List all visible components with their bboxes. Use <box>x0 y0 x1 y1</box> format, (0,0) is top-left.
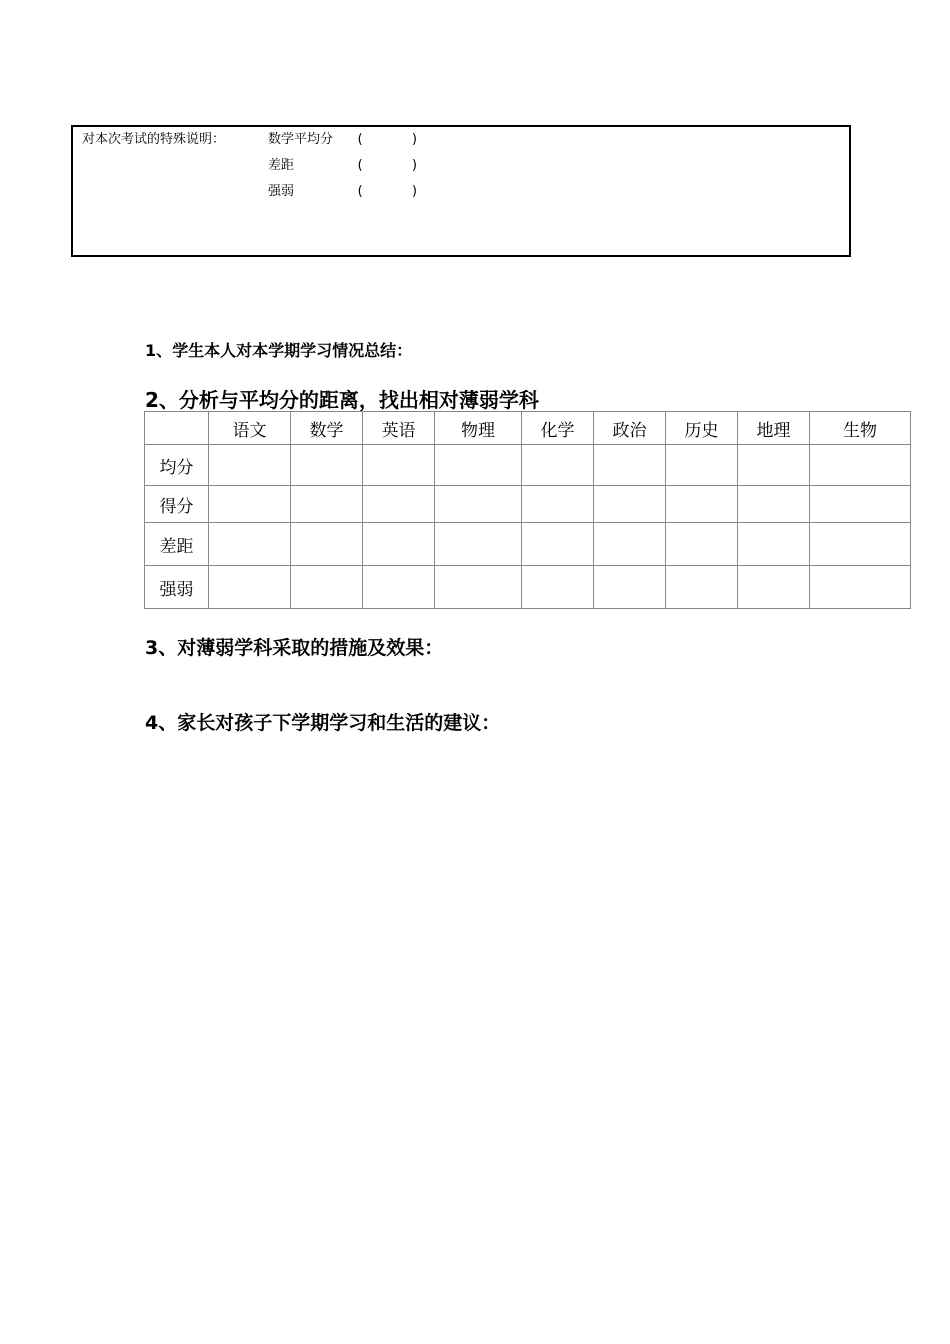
table-header-cell: 历史 <box>666 412 738 445</box>
table-cell[interactable] <box>363 445 435 486</box>
section-heading-measures: 3、对薄弱学科采取的措施及效果： <box>145 637 444 659</box>
table-cell[interactable] <box>522 486 594 523</box>
table-cell[interactable] <box>666 523 738 566</box>
table-header-cell <box>145 412 209 445</box>
table-cell[interactable] <box>435 566 522 609</box>
table-row <box>145 523 911 566</box>
table-cell[interactable] <box>209 566 291 609</box>
table-cell[interactable] <box>594 445 666 486</box>
section-heading-parent-advice: 4、家长对孩子下学期学习和生活的建议： <box>145 712 501 734</box>
table-cell[interactable] <box>209 445 291 486</box>
table-cell[interactable] <box>594 486 666 523</box>
table-cell[interactable] <box>810 566 911 609</box>
note-label: 对本次考试的特殊说明： <box>82 132 226 147</box>
table-header-cell: 语文 <box>209 412 291 445</box>
table-cell[interactable] <box>291 445 363 486</box>
table-header-cell: 生物 <box>810 412 911 445</box>
exam-note-box <box>71 125 851 257</box>
table-cell[interactable] <box>522 523 594 566</box>
table-row-label: 得分 <box>145 486 209 523</box>
table-cell[interactable] <box>291 486 363 523</box>
table-cell[interactable] <box>810 486 911 523</box>
table-row-label: 均分 <box>145 445 209 486</box>
note-item-value[interactable]: ( ) <box>356 158 419 173</box>
note-item-label: 数学平均分 <box>268 132 334 147</box>
section-heading-summary: 1、学生本人对本学期学习情况总结： <box>145 341 413 360</box>
table-row-label: 强弱 <box>145 566 209 609</box>
section-heading-analysis: 2、分析与平均分的距离，找出相对薄弱学科 <box>145 388 539 412</box>
table-header-cell: 物理 <box>435 412 522 445</box>
table-cell[interactable] <box>435 486 522 523</box>
table-cell[interactable] <box>363 566 435 609</box>
table-cell[interactable] <box>738 523 810 566</box>
table-header-cell: 数学 <box>291 412 363 445</box>
table-header-cell: 英语 <box>363 412 435 445</box>
table-cell[interactable] <box>666 566 738 609</box>
table-cell[interactable] <box>666 486 738 523</box>
table-cell[interactable] <box>594 523 666 566</box>
table-header-cell: 地理 <box>738 412 810 445</box>
table-cell[interactable] <box>363 486 435 523</box>
table-cell[interactable] <box>522 445 594 486</box>
table-cell[interactable] <box>810 445 911 486</box>
table-cell[interactable] <box>522 566 594 609</box>
note-item-value[interactable]: ( ) <box>356 132 419 147</box>
table-cell[interactable] <box>810 523 911 566</box>
table-header-cell: 化学 <box>522 412 594 445</box>
table-cell[interactable] <box>738 445 810 486</box>
table-cell[interactable] <box>435 445 522 486</box>
table-cell[interactable] <box>363 523 435 566</box>
table-cell[interactable] <box>594 566 666 609</box>
table-header-cell: 政治 <box>594 412 666 445</box>
table-cell[interactable] <box>738 566 810 609</box>
table-cell[interactable] <box>291 566 363 609</box>
table-row <box>145 445 911 486</box>
table-row-label: 差距 <box>145 523 209 566</box>
table-header-row <box>145 412 911 445</box>
table-cell[interactable] <box>291 523 363 566</box>
table-row <box>145 566 911 609</box>
note-item-label: 差距 <box>268 158 295 173</box>
table-row <box>145 486 911 523</box>
note-item-label: 强弱 <box>268 184 295 199</box>
table-cell[interactable] <box>209 523 291 566</box>
table-cell[interactable] <box>666 445 738 486</box>
note-item-value[interactable]: ( ) <box>356 184 419 199</box>
table-cell[interactable] <box>435 523 522 566</box>
score-table <box>144 411 911 609</box>
table-cell[interactable] <box>209 486 291 523</box>
table-cell[interactable] <box>738 486 810 523</box>
